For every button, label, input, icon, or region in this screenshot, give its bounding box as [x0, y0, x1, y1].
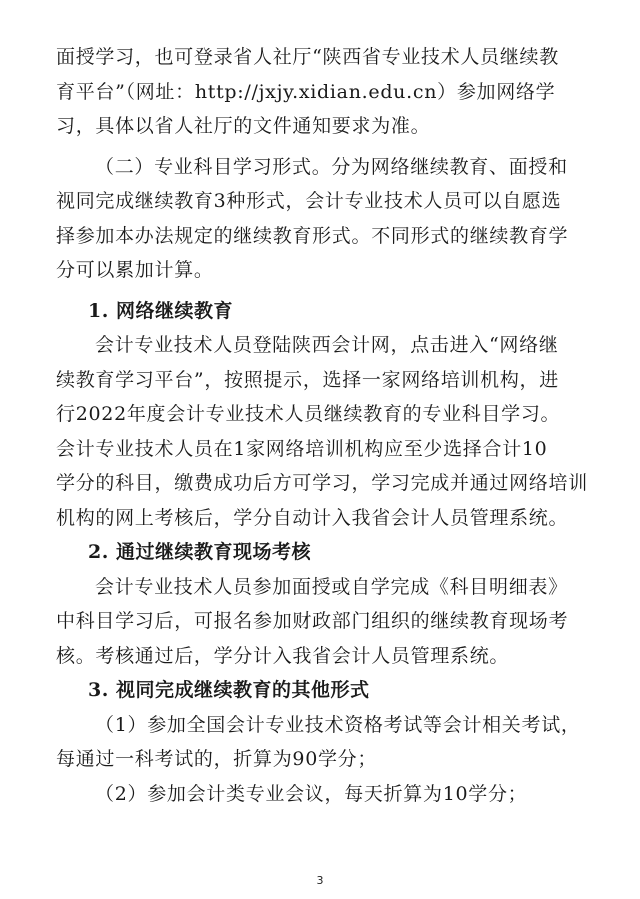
text-line: 学分的科目，缴费成功后方可学习，学习完成并通过网络培训 — [56, 472, 588, 494]
text-line: 行2022年度会计专业技术人员继续教育的专业科目学习。 — [56, 403, 561, 425]
heading-online-education: 1. 网络继续教育 — [88, 299, 233, 322]
text-line: 会计专业技术人员参加面授或自学完成《科目明细表》 — [95, 575, 568, 598]
page-number: 3 — [316, 874, 324, 887]
heading-other-forms: 3. 视同完成继续教育的其他形式 — [88, 679, 370, 701]
text-line: 核。考核通过后，学分计入我省会计人员管理系统。 — [56, 644, 510, 667]
text-line: 习，具体以省人社厅的文件通知要求为准。 — [56, 115, 431, 137]
text-line: 分可以累加计算。 — [56, 259, 214, 281]
text-line: 视同完成继续教育3种形式，会计专业技术人员可以自愿选 — [56, 190, 562, 212]
text-line: 每通过一科考试的，折算为90学分； — [56, 748, 378, 770]
text-line: 中科目学习后，可报名参加财政部门组织的继续教育现场考 — [56, 610, 569, 632]
list-item: （1）参加全国会计专业技术资格考试等会计相关考试， — [95, 713, 581, 736]
section-subheading-line: （二）专业科目学习形式。分为网络继续教育、面授和 — [95, 155, 568, 178]
list-item: （2）参加会计类专业会议，每天折算为10学分； — [95, 782, 528, 805]
text-line: 育平台”（网址：http://jxjy.xidian.edu.cn）参加网络学 — [56, 80, 556, 103]
text-line: 择参加本办法规定的继续教育形式。不同形式的继续教育学 — [56, 224, 569, 247]
text-line: 会计专业技术人员登陆陕西会计网，点击进入“网络继 — [95, 334, 559, 356]
text-line: 机构的网上考核后，学分自动计入我省会计人员管理系统。 — [56, 506, 569, 529]
text-line: 续教育学习平台”，按照提示，选择一家网络培训机构，进 — [56, 368, 559, 391]
text-line: 面授学习，也可登录省人社厅“陕西省专业技术人员继续教 — [56, 46, 559, 68]
text-line: 会计专业技术人员在1家网络培训机构应至少选择合计10 — [56, 437, 548, 460]
heading-onsite-assessment: 2. 通过继续教育现场考核 — [88, 541, 311, 563]
